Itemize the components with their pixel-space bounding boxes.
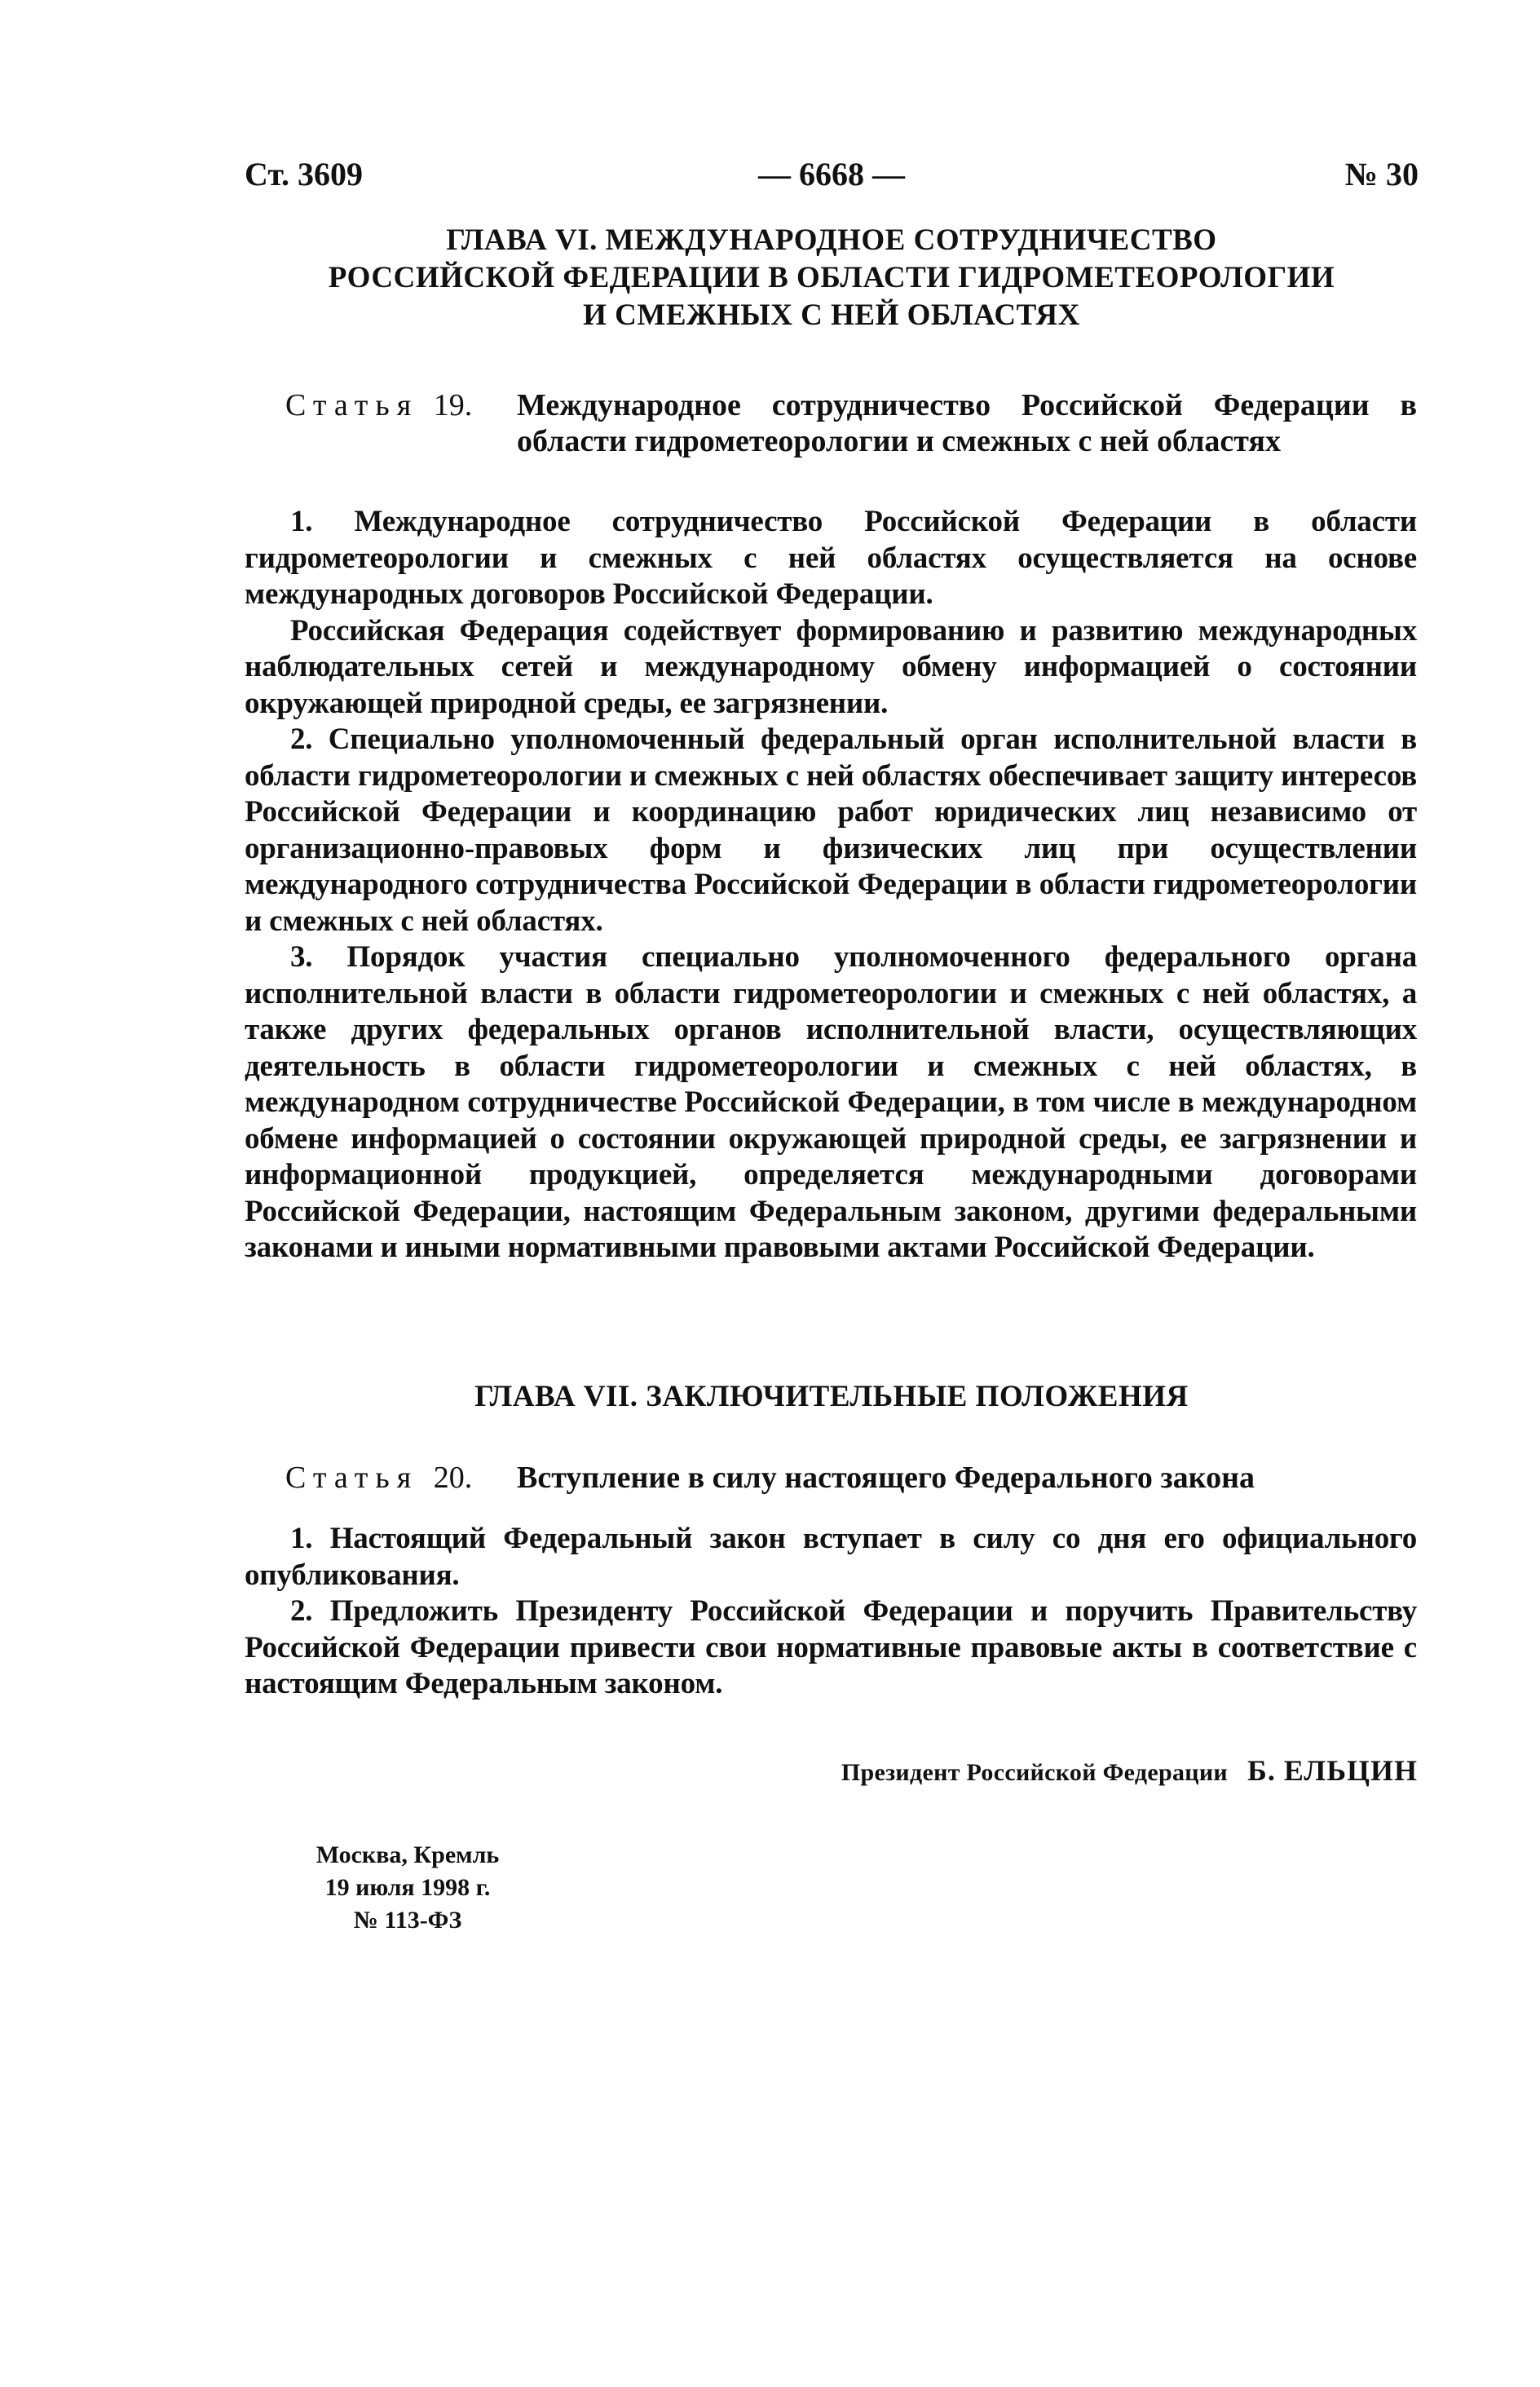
signing-date: 19 июля 1998 г. bbox=[324, 1874, 491, 1901]
chapter-7-title: ГЛАВА VII. ЗАКЛЮЧИТЕЛЬНЫЕ ПОЛОЖЕНИЯ bbox=[474, 1380, 1189, 1413]
chapter-6-title-line: ГЛАВА VI. МЕЖДУНАРОДНОЕ СОТРУДНИЧЕСТВО bbox=[446, 223, 1217, 257]
paragraph: 1. Международное сотрудничество Российской Федерации в области гидрометеорологии и смежных с ней областях осуществляется на основе международных договоров Российской Федерации. bbox=[245, 505, 1417, 611]
page-header bbox=[245, 155, 1419, 204]
article-20-title: Вступление в силу настоящего Федерального закона bbox=[517, 1461, 1255, 1495]
article-19-number: 19. bbox=[433, 388, 473, 422]
signing-place: Москва, Кремль bbox=[316, 1841, 500, 1868]
article-20-label bbox=[285, 1460, 472, 1496]
paragraph: 3. Порядок участия специально уполномоченного федерального органа исполнительной власти в области гидрометеорологии и смежных с ней областях, а также других федеральных органов исполнительной власти, осуществляющих деятельность в области гидрометеорологии и смежных с ней областях, в международном сотрудничестве Российской Федерации, в том числе в международном обмене информацией о состоянии окружающей природной среды, ее загрязнении и информационной продукцией, определяется международными договорами Российской Федерации, настоящим Федеральным законом, другими федеральными законами и иными нормативными правовыми актами Российской Федерации. bbox=[245, 940, 1417, 1264]
paragraph: 1. Настоящий Федеральный закон вступает в силу со дня его официального опубликования. bbox=[245, 1522, 1417, 1592]
article-20-body bbox=[245, 1521, 1417, 1703]
issue-number: № 30 bbox=[1344, 156, 1419, 192]
article-20-number: 20. bbox=[433, 1461, 473, 1495]
article-label-word: Статья bbox=[285, 1461, 419, 1495]
article-19-label bbox=[285, 387, 472, 423]
paragraph: Российская Федерация содействует формированию и развитию международных наблюдательных сетей и международному обмену информацией о состоянии окружающей природной среды, ее загрязнении. bbox=[245, 613, 1417, 720]
article-19-body bbox=[245, 504, 1417, 1266]
chapter-6-title-line: И СМЕЖНЫХ С НЕЙ ОБЛАСТЯХ bbox=[583, 298, 1080, 332]
paragraph: 2. Предложить Президенту Российской Федерации и поручить Правительству Российской Федерации привести свои нормативные правовые акты в соответствие с настоящим Федеральным законом. bbox=[245, 1594, 1417, 1700]
chapter-6-title bbox=[245, 222, 1419, 334]
law-number: № 113-ФЗ bbox=[353, 1907, 462, 1934]
chapter-6-title-line: РОССИЙСКОЙ ФЕДЕРАЦИИ В ОБЛАСТИ ГИДРОМЕТЕОРОЛОГИИ bbox=[328, 261, 1335, 294]
signatory-position: Президент Российской Федерации bbox=[841, 1759, 1229, 1786]
article-label-word: Статья bbox=[285, 388, 419, 422]
article-19-heading bbox=[285, 387, 1427, 461]
place-date-block bbox=[302, 1839, 514, 1937]
signature-block bbox=[841, 1753, 1418, 1788]
paragraph: 2. Специально уполномоченный федеральный орган исполнительной власти в области гидрометеорологии и смежных с ней областях обеспечивает защиту интересов Российской Федерации и координацию работ юридических лиц независимо от организационно-правовых форм и физических лиц при осуществлении международного сотрудничества Российской Федерации в области гидрометеорологии и смежных с ней областях. bbox=[245, 723, 1417, 938]
page-number: — 6668 — bbox=[758, 156, 905, 192]
signatory-name: Б. ЕЛЬЦИН bbox=[1247, 1754, 1418, 1787]
article-ref: Ст. 3609 bbox=[245, 156, 363, 192]
article-20-heading bbox=[285, 1460, 1427, 1501]
article-19-title: Международное сотрудничество Российской Федерации в области гидрометеорологии и смежных с ней областях bbox=[517, 388, 1417, 458]
